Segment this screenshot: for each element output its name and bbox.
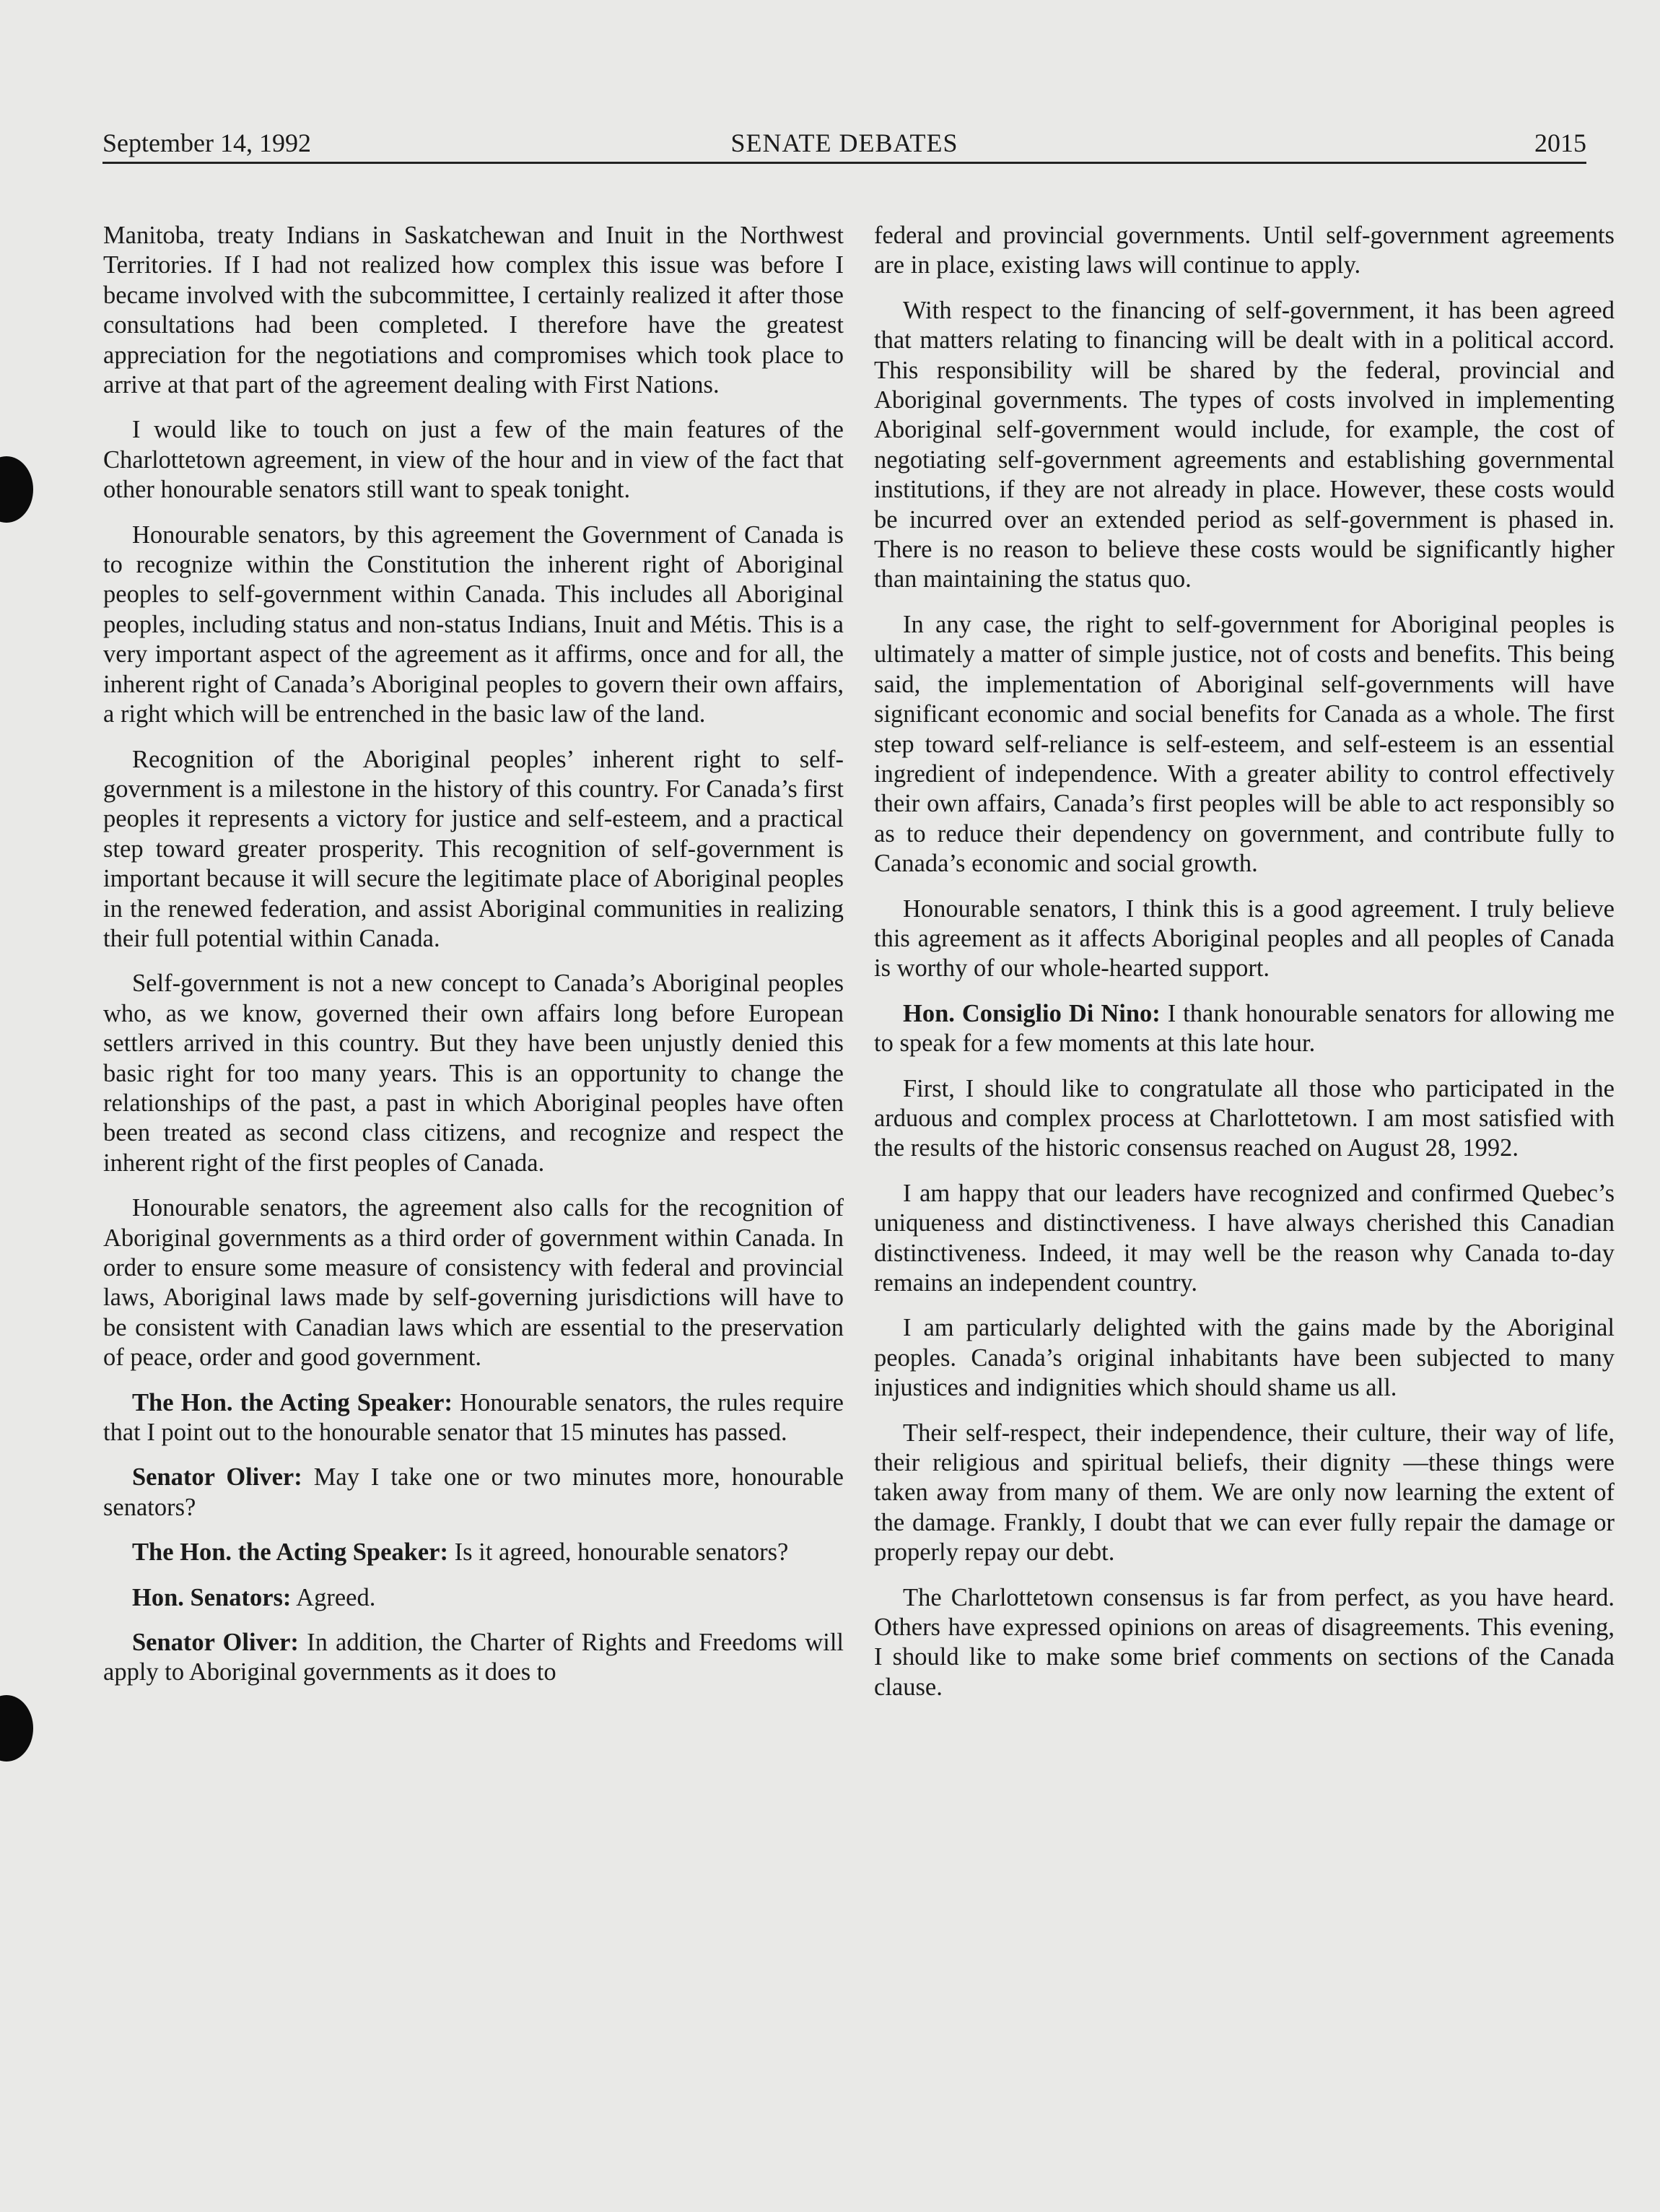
paragraph-text: Manitoba, treaty Indians in Saskatchewan and Inuit in the Northwest Territories. If I had not realized how complex this issue was before I became involved with the subcommittee, I certainly realized it after those consultations had been completed. I therefore have the greatest appreciation for the negotiations and compromises which took place to arrive at that part of the agreement dealing with First Nations. — [103, 222, 844, 399]
left-column — [103, 221, 844, 1703]
paragraph — [103, 521, 844, 730]
paragraph-text: Honourable senators, the rules require that I point out to the honourable senator that 15 minutes has passed. — [103, 1388, 844, 1447]
paragraph — [874, 1074, 1615, 1164]
paragraph-text: Honourable senators, I think this is a good agreement. I truly believe this agreement as it affects Aboriginal peoples and all peoples of Canada is worthy of our whole-hearted support. — [874, 894, 1615, 983]
paragraph — [874, 1419, 1615, 1568]
paragraph — [103, 1193, 844, 1372]
paragraph-text: Self-government is not a new concept to Canada’s Aboriginal peoples who, as we know, governed their own affairs long before European settlers arrived in this country. But they have been unjustly denied this basic right for too many years. This is an opportunity to change the relationships of the past, a past in which Aboriginal peoples have often been treated as second class citizens, and recognize and respect the inherent right of the first peoples of Canada. — [103, 970, 844, 1177]
paragraph — [874, 894, 1615, 984]
paragraph — [103, 1583, 844, 1613]
paragraph-text: In any case, the right to self-government for Aboriginal peoples is ultimately a matter of simple justice, not of costs and benefits. This being said, the implementation of Aboriginal self-governments will have significant economic and social benefits for Canada as a whole. The first step toward self-reliance is self-esteem, and self-esteem is an essential ingredient of independence. With a greater ability to control effectively their own affairs, Canada’s first peoples will be able to act responsibly so as to reduce their dependency on government, and contribute fully to Canada’s economic and social growth. — [874, 610, 1615, 878]
paragraph-text: I would like to touch on just a few of the main features of the Charlottetown agreement, in view of the hour and in view of the fact that other honourable senators still want to speak tonight. — [103, 416, 844, 504]
speaker-name: The Hon. the Acting Speaker: — [132, 1388, 453, 1416]
paragraph — [103, 1388, 844, 1448]
paragraph — [874, 221, 1615, 281]
punch-hole — [0, 1695, 33, 1762]
paragraph — [874, 1179, 1615, 1299]
paragraph — [103, 221, 844, 400]
speaker-name: Senator Oliver: — [132, 1463, 302, 1492]
header-title: SENATE DEBATES — [730, 129, 958, 157]
paragraph-text: Honourable senators, by this agreement the Government of Canada is to recognize within the Constitution the inherent right of Aboriginal peoples to self-government within Canada. This includes all Aboriginal peoples, including status and non-status Indians, Inuit and Métis. This is a very important aspect of the agreement as it affirms, once and for all, the inherent right of Canada’s Aboriginal peoples to govern their own affairs, a right which will be entrenched in the basic law of the land. — [103, 521, 844, 728]
paragraph-text: Their self-respect, their independence, their culture, their way of life, their religious and spiritual beliefs, their dignity —these things were taken away from many of them. We are only now learning the extent of the damage. Frankly, I doubt that we can ever fully repair the damage or properly repay our debt. — [874, 1419, 1615, 1567]
paragraph — [874, 1313, 1615, 1403]
page-number: 2015 — [1534, 129, 1586, 157]
paragraph — [103, 1538, 844, 1567]
paragraph-text: First, I should like to congratulate all those who participated in the arduous and complex process at Charlottetown. I am most satisfied with the results of the historic consensus reached on August 28, 1992. — [874, 1074, 1615, 1162]
paragraph-text: I am particularly delighted with the gains made by the Aboriginal peoples. Canada’s original inhabitants have been subjected to many injustices and indignities which should shame us all. — [874, 1314, 1615, 1402]
paragraph — [103, 415, 844, 505]
punch-hole — [0, 456, 33, 523]
paragraph-text: May I take one or two minutes more, honourable senators? — [103, 1463, 844, 1521]
right-column — [874, 221, 1615, 1717]
paragraph-text: In addition, the Charter of Rights and Freedoms will apply to Aboriginal governments as it does to — [103, 1629, 844, 1686]
speaker-name: Hon. Consiglio Di Nino: — [903, 999, 1161, 1027]
paragraph-text: With respect to the financing of self-government, it has been agreed that matters relating to financing will be dealt with in a political accord. This responsibility will be shared by the federal, provincial and Aboriginal governments. The types of costs involved in implementing Aboriginal self-government would include, for example, the cost of negotiating self-government agreements and establishing governmental institutions, if they are not already in place. However, these costs would be incurred over an extended period as self-government is phased in. There is no reason to believe these costs would be significantly higher than maintaining the status quo. — [874, 296, 1615, 593]
paragraph-text: I thank honourable senators for allowing me to speak for a few moments at this late hour. — [874, 999, 1615, 1058]
page-header — [102, 127, 1586, 164]
speaker-name: Hon. Senators: — [132, 1583, 292, 1611]
paragraph — [103, 1628, 844, 1688]
paragraph — [874, 610, 1615, 879]
paragraph-text: federal and provincial governments. Until self-government agreements are in place, existing laws will continue to apply. — [874, 222, 1615, 279]
paragraph — [103, 1463, 844, 1523]
paragraph-text: Agreed. — [296, 1583, 376, 1611]
paragraph-text: The Charlottetown consensus is far from perfect, as you have heard. Others have expressed opinions on areas of disagreements. This evening, I should like to make some brief comments on sections of the Canada clause. — [874, 1583, 1615, 1701]
paragraph — [103, 745, 844, 954]
paragraph-text: Honourable senators, the agreement also calls for the recognition of Aboriginal governments as a third order of government within Canada. In order to ensure some measure of consistency with federal and provincial laws, Aboriginal laws made by self-governing jurisdictions will have to be consistent with Canadian laws which are essential to the preservation of peace, order and good government. — [103, 1194, 844, 1372]
header-date: September 14, 1992 — [102, 129, 311, 157]
paragraph — [103, 969, 844, 1178]
paragraph-text: Is it agreed, honourable senators? — [454, 1538, 789, 1567]
paragraph — [874, 296, 1615, 595]
paragraph-text: Recognition of the Aboriginal peoples’ inherent right to self-government is a milestone in the history of this country. For Canada’s first peoples it represents a victory for justice and self-esteem, and a practical step toward greater prosperity. This recognition of self-government is important because it will secure the legitimate place of Aboriginal peoples in the renewed federation, and assist Aboriginal communities in realizing their full potential within Canada. — [103, 745, 844, 952]
speaker-name: Senator Oliver: — [132, 1629, 299, 1657]
paragraph — [874, 999, 1615, 1059]
speaker-name: The Hon. the Acting Speaker: — [132, 1538, 448, 1567]
paragraph-text: I am happy that our leaders have recognized and confirmed Quebec’s uniqueness and distinctiveness. I have always cherished this Canadian distinctiveness. Indeed, it may well be the reason why Canada to-day remains an independent country. — [874, 1179, 1615, 1297]
paragraph — [874, 1583, 1615, 1703]
